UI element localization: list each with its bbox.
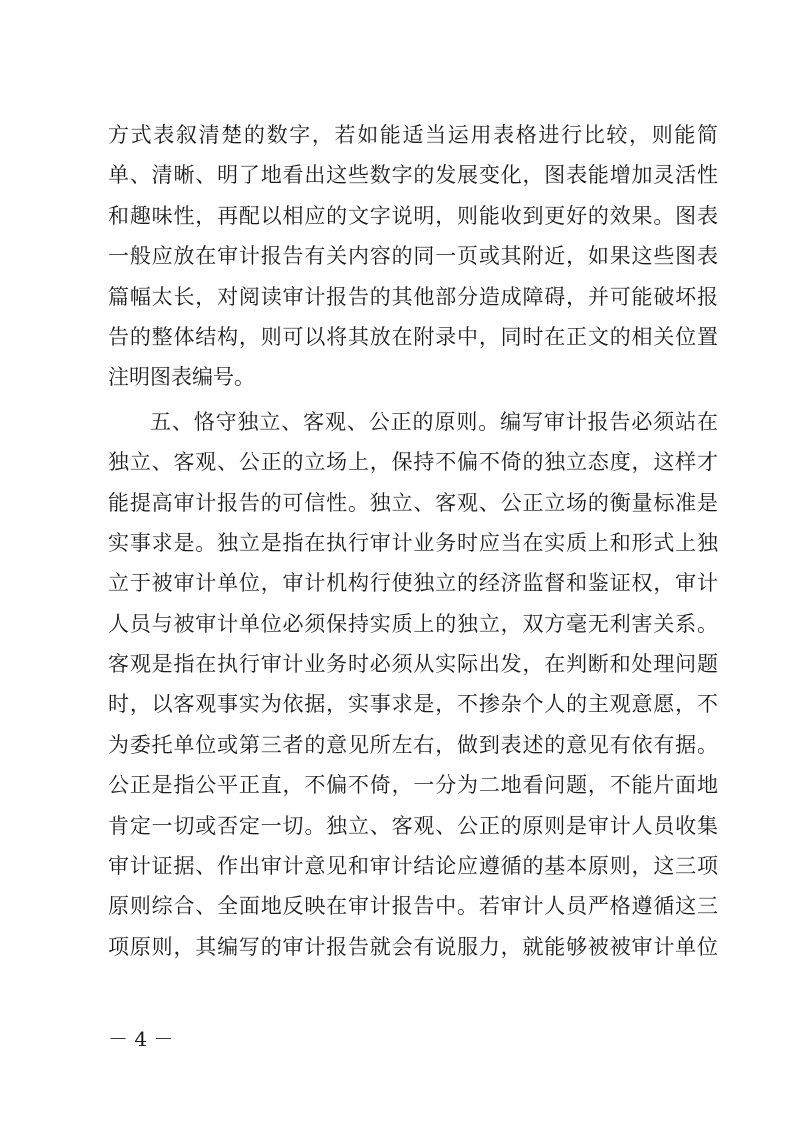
- text-line: 实事求是。独立是指在执行审计业务时应当在实质上和形式上独: [108, 530, 718, 555]
- text-line: 和趣味性，再配以相应的文字说明，则能收到更好的效果。图表: [108, 203, 718, 228]
- text-line: 肯定一切或否定一切。独立、客观、公正的原则是审计人员收集: [108, 813, 718, 838]
- text-line: 为委托单位或第三者的意见所左右，做到表述的意见有依有据。: [108, 732, 718, 757]
- text-line: 注明图表编号。: [108, 365, 255, 390]
- text-line: 单、清晰、明了地看出这些数字的发展变化，图表能增加灵活性: [108, 163, 718, 188]
- body-text: [108, 115, 718, 967]
- text-line: 方式表叙清楚的数字，若如能适当运用表格进行比较，则能简: [108, 123, 718, 147]
- text-line: 独立、客观、公正的立场上，保持不偏不倚的独立态度，这样才: [108, 450, 718, 475]
- text-line: 人员与被审计单位必须保持实质上的独立，双方毫无利害关系。: [108, 611, 718, 636]
- text-line: 立于被审计单位，审计机构行使独立的经济监督和鉴证权，审计: [108, 571, 718, 596]
- text-line: 篇幅太长，对阅读审计报告的其他部分造成障碍，并可能破坏报: [108, 284, 718, 309]
- text-line: 告的整体结构，则可以将其放在附录中，同时在正文的相关位置: [108, 324, 718, 349]
- text-line: 审计证据、作出审计意见和审计结论应遵循的基本原则，这三项: [108, 854, 718, 879]
- text-line: 客观是指在执行审计业务时必须从实际出发，在判断和处理问题: [108, 652, 718, 677]
- text-line: 五、恪守独立、客观、公正的原则。编写审计报告必须站在: [150, 409, 718, 434]
- page-number: － 4 －: [108, 1027, 174, 1051]
- paragraph-chart-usage: [108, 115, 718, 398]
- text-line: 时，以客观事实为依据，实事求是，不掺杂个人的主观意愿，不: [108, 692, 718, 717]
- text-line: 一般应放在审计报告有关内容的同一页或其附近，如果这些图表: [108, 244, 718, 269]
- text-line: 公正是指公平正直，不偏不倚，一分为二地看问题，不能片面地: [108, 773, 718, 798]
- text-line: 项原则，其编写的审计报告就会有说服力，就能够被被审计单位: [108, 934, 718, 959]
- text-line: 能提高审计报告的可信性。独立、客观、公正立场的衡量标准是: [108, 490, 718, 515]
- paragraph-principles: [108, 402, 718, 967]
- text-line: 原则综合、全面地反映在审计报告中。若审计人员严格遵循这三: [108, 894, 718, 919]
